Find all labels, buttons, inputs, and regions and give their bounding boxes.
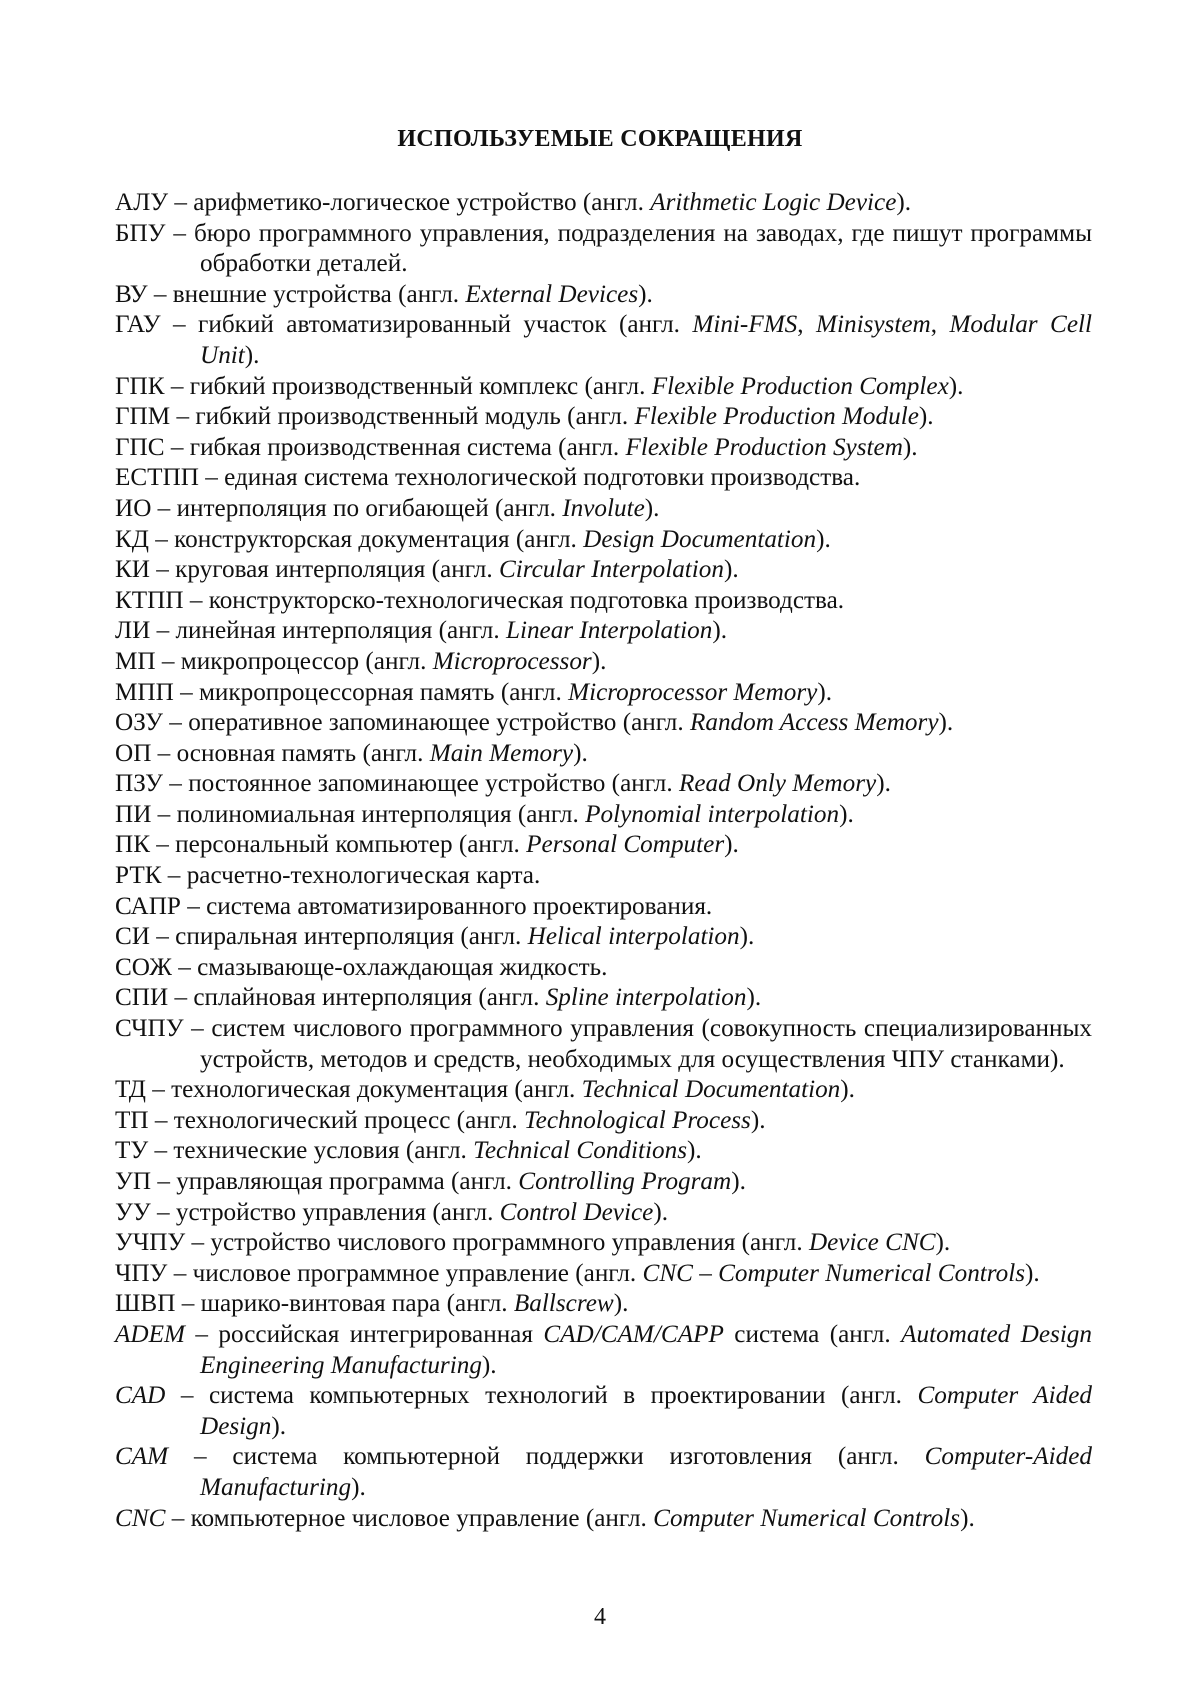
- entry-text: ).: [724, 831, 739, 858]
- abbreviation-entry: [115, 769, 1092, 800]
- abbreviation-entry: [115, 280, 1092, 311]
- abbreviation-entry: [115, 1198, 1092, 1229]
- entry-text: ).: [731, 1168, 746, 1195]
- entry-text: ).: [645, 495, 660, 522]
- abbreviation-entry: [115, 983, 1092, 1014]
- entry-text: ИО – интерполяция по огибающей (англ.: [115, 495, 562, 522]
- entry-text: УП – управляющая программа (англ.: [115, 1168, 518, 1195]
- abbreviation-entry: [115, 310, 1092, 371]
- entry-text: ).: [746, 984, 761, 1011]
- entry-text: ПК – персональный компьютер (англ.: [115, 831, 526, 858]
- entry-text: ПЗУ – постоянное запоминающее устройство (англ.: [115, 770, 679, 797]
- entry-text: ).: [1025, 1260, 1040, 1287]
- entry-text: УУ – устройство управления (англ.: [115, 1199, 500, 1226]
- entry-text: ГПС – гибкая производственная система (англ.: [115, 434, 625, 461]
- entry-italic-text: Computer-Aided Manufacturing: [200, 1443, 1092, 1501]
- entry-text: ).: [896, 189, 911, 216]
- entry-text: ).: [876, 770, 891, 797]
- entry-italic-text: Ballscrew: [514, 1290, 614, 1317]
- abbreviation-entry: [115, 463, 1092, 494]
- entry-text: САПР – система автоматизированного проектирования.: [115, 893, 712, 920]
- entry-italic-text: Spline interpolation: [546, 984, 747, 1011]
- entry-text: ,: [797, 311, 816, 338]
- entry-text: система (англ.: [724, 1321, 901, 1348]
- entry-italic-text: CAD: [115, 1382, 165, 1409]
- entry-text: ).: [960, 1505, 975, 1532]
- entry-italic-text: Flexible Production Complex: [652, 373, 949, 400]
- entry-italic-text: Microprocessor: [433, 648, 592, 675]
- entry-text: ).: [245, 342, 260, 369]
- abbreviation-entry: [115, 1136, 1092, 1167]
- entry-text: ).: [936, 1229, 951, 1256]
- entry-text: БПУ – бюро программного управления, подразделения на заводах, где пишут программы обработки деталей.: [115, 220, 1092, 278]
- entry-text: ПИ – полиномиальная интерполяция (англ.: [115, 801, 585, 828]
- abbreviation-entry: [115, 433, 1092, 464]
- abbreviation-entry: [115, 1381, 1092, 1442]
- entry-italic-text: Linear Interpolation: [506, 617, 712, 644]
- abbreviation-entry: [115, 922, 1092, 953]
- entry-italic-text: Circular Interpolation: [499, 556, 724, 583]
- entry-text: ).: [839, 801, 854, 828]
- entry-italic-text: Modu­lar Cell Unit: [200, 311, 1092, 369]
- entry-italic-text: Device CNC: [809, 1229, 936, 1256]
- entry-text: ).: [939, 709, 954, 736]
- entry-text: ).: [724, 556, 739, 583]
- abbreviation-entry: [115, 1504, 1092, 1535]
- entry-italic-text: CAM: [115, 1443, 168, 1470]
- entry-text: – компьютерное числовое управление (англ.: [165, 1505, 653, 1532]
- entry-text: ОЗУ – оперативное запоминающее устройство (англ.: [115, 709, 690, 736]
- entry-text: ТУ – технические условия (англ.: [115, 1137, 473, 1164]
- entry-italic-text: Automat­ed Design Engineering Manufacturing: [200, 1321, 1092, 1379]
- abbreviation-entry: [115, 494, 1092, 525]
- entry-italic-text: Arithmetic Logic Device: [650, 189, 896, 216]
- abbreviation-entry: [115, 647, 1092, 678]
- abbreviation-entry: [115, 188, 1092, 219]
- entry-italic-text: Flexible Production System: [625, 434, 902, 461]
- entry-text: СОЖ – смазывающе-охлаждающая жидкость.: [115, 954, 607, 981]
- entry-italic-text: Computer Numerical Controls: [653, 1505, 960, 1532]
- entry-italic-text: Computer Aided Design: [200, 1382, 1092, 1440]
- entry-text: ).: [949, 373, 964, 400]
- entry-text: КТПП – конструкторско-технологическая подготовка производства.: [115, 587, 844, 614]
- entry-text: ВУ – внешние устройства (англ.: [115, 281, 465, 308]
- abbreviation-entry: [115, 892, 1092, 923]
- entry-text: ).: [573, 740, 588, 767]
- entry-text: СПИ – сплайновая интерполяция (англ.: [115, 984, 546, 1011]
- entry-text: ГАУ – гибкий автоматизированный участок (англ.: [115, 311, 692, 338]
- entry-text: ).: [482, 1352, 497, 1379]
- entry-text: ТД – технологическая документация (англ.: [115, 1076, 582, 1103]
- entry-text: ).: [816, 526, 831, 553]
- abbreviation-entry: [115, 800, 1092, 831]
- entry-italic-text: Personal Computer: [526, 831, 724, 858]
- entry-text: ).: [712, 617, 727, 644]
- abbreviation-entry: [115, 1106, 1092, 1137]
- entry-text: – система компьютерной поддержки изготовления (англ.: [168, 1443, 924, 1470]
- abbreviation-entry: [115, 402, 1092, 433]
- entry-text: СИ – спиральная интерполяция (англ.: [115, 923, 528, 950]
- page-title: ИСПОЛЬЗУЕМЫЕ СОКРАЩЕНИЯ: [0, 126, 1200, 153]
- entry-text: ).: [817, 679, 832, 706]
- abbreviation-entry: [115, 1075, 1092, 1106]
- entry-italic-text: Design Documentation: [583, 526, 816, 553]
- entry-italic-text: Flexible Production Module: [634, 403, 918, 430]
- entry-text: ).: [687, 1137, 702, 1164]
- entry-text: ОП – основная память (англ.: [115, 740, 430, 767]
- entry-text: ЧПУ – числовое программное управление (англ.: [115, 1260, 643, 1287]
- entry-text: ).: [751, 1107, 766, 1134]
- entry-text: АЛУ – арифметико-логическое устройство (англ.: [115, 189, 650, 216]
- entry-italic-text: Controlling Program: [518, 1168, 731, 1195]
- entry-italic-text: CNC – Computer Numerical Controls: [643, 1260, 1026, 1287]
- entry-italic-text: Minisystem: [816, 311, 931, 338]
- entry-text: ).: [840, 1076, 855, 1103]
- entry-italic-text: Random Access Memory: [690, 709, 939, 736]
- abbreviation-entry: [115, 1228, 1092, 1259]
- abbreviation-entry: [115, 678, 1092, 709]
- entry-italic-text: Mini-FMS: [692, 311, 797, 338]
- entry-text: МПП – микропроцессорная память (англ.: [115, 679, 568, 706]
- entry-italic-text: ADEM: [115, 1321, 185, 1348]
- abbreviation-entry: [115, 1442, 1092, 1503]
- entry-italic-text: Technical Documentation: [582, 1076, 841, 1103]
- abbreviation-entry: [115, 616, 1092, 647]
- entry-italic-text: Microprocessor Memory: [568, 679, 817, 706]
- abbreviation-entry: [115, 1167, 1092, 1198]
- abbreviation-entry: [115, 555, 1092, 586]
- abbreviation-entry: [115, 1289, 1092, 1320]
- entry-text: ).: [351, 1474, 366, 1501]
- document-page: [0, 0, 1200, 1697]
- entry-text: КИ – круговая интерполяция (англ.: [115, 556, 499, 583]
- entry-text: ).: [919, 403, 934, 430]
- entry-text: ШВП – шарико-винтовая пара (англ.: [115, 1290, 514, 1317]
- entry-text: – система компьютерных технологий в проектировании (англ.: [165, 1382, 917, 1409]
- entry-italic-text: CNC: [115, 1505, 165, 1532]
- abbreviation-entry: [115, 219, 1092, 280]
- abbreviation-entry: [115, 861, 1092, 892]
- entry-text: КД – конструкторская документация (англ.: [115, 526, 583, 553]
- entry-text: ).: [903, 434, 918, 461]
- entry-text: РТК – расчетно-технологическая карта.: [115, 862, 540, 889]
- entry-text: МП – микропроцессор (англ.: [115, 648, 433, 675]
- abbreviation-entry: [115, 739, 1092, 770]
- entry-italic-text: External Devices: [465, 281, 638, 308]
- entry-italic-text: Polynomial interpolation: [585, 801, 839, 828]
- entry-text: УЧПУ – устройство числового программного управления (англ.: [115, 1229, 809, 1256]
- entry-italic-text: Read Only Memory: [679, 770, 876, 797]
- entry-text: СЧПУ – систем числового программного управления (совокупность специали­зированных устройств, методов и средств, необходимых для осуществ­ления ЧПУ станками).: [115, 1015, 1092, 1073]
- entry-text: ЛИ – линейная интерполяция (англ.: [115, 617, 506, 644]
- abbreviation-entry: [115, 830, 1092, 861]
- page-number: 4: [0, 1604, 1200, 1631]
- entry-text: ГПК – гибкий производственный комплекс (англ.: [115, 373, 652, 400]
- abbreviation-entry: [115, 953, 1092, 984]
- entry-text: ТП – технологический процесс (англ.: [115, 1107, 524, 1134]
- abbreviation-entry: [115, 586, 1092, 617]
- entry-text: ЕСТПП – единая система технологической подготовки производства.: [115, 464, 860, 491]
- abbreviation-entry: [115, 1259, 1092, 1290]
- entry-text: ).: [638, 281, 653, 308]
- entry-text: ).: [592, 648, 607, 675]
- entry-italic-text: Control Device: [500, 1199, 654, 1226]
- entry-text: ГПМ – гибкий производственный модуль (англ.: [115, 403, 634, 430]
- abbreviation-list: [115, 188, 1092, 1534]
- entry-italic-text: CAD/CAM/CAPP: [543, 1321, 724, 1348]
- abbreviation-entry: [115, 1320, 1092, 1381]
- entry-text: ).: [271, 1413, 286, 1440]
- entry-italic-text: Technical Conditions: [473, 1137, 687, 1164]
- entry-text: ,: [931, 311, 950, 338]
- entry-text: – российская интегрированная: [185, 1321, 543, 1348]
- entry-italic-text: Main Memory: [430, 740, 573, 767]
- entry-italic-text: Technological Process: [524, 1107, 751, 1134]
- abbreviation-entry: [115, 372, 1092, 403]
- entry-text: ).: [653, 1199, 668, 1226]
- entry-italic-text: Helical interpolation: [528, 923, 740, 950]
- abbreviation-entry: [115, 708, 1092, 739]
- abbreviation-entry: [115, 1014, 1092, 1075]
- entry-italic-text: Involute: [562, 495, 645, 522]
- entry-text: ).: [614, 1290, 629, 1317]
- entry-text: ).: [740, 923, 755, 950]
- abbreviation-entry: [115, 525, 1092, 556]
